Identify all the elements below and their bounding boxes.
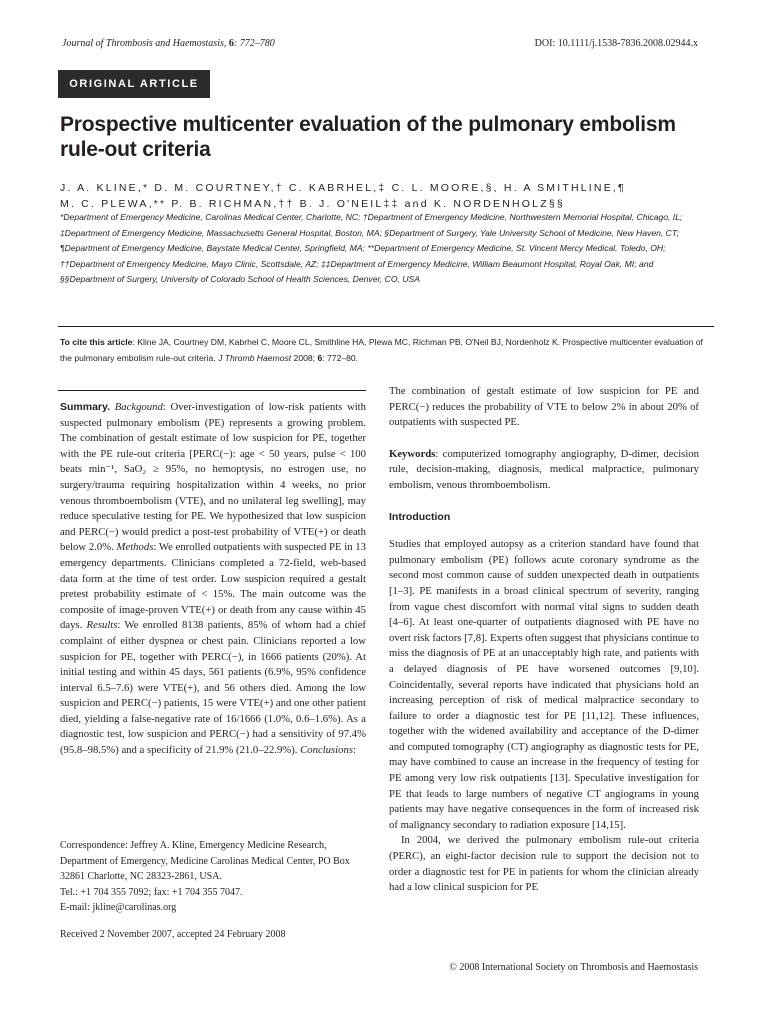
- section-heading-introduction: Introduction: [389, 510, 451, 523]
- author-line-1: J. A. KLINE,* D. M. COURTNEY,† C. KABRHEL,‡ C. L. MOORE,§, H. A SMITHLINE,¶: [60, 182, 626, 194]
- article-type-badge: ORIGINAL ARTICLE: [58, 70, 210, 98]
- keywords: Keywords: computerized tomography angiography, D-dimer, decision rule, decision-making, diagnosis, medical malpractice, pulmonary embolism, venous thromboembolism.: [389, 447, 699, 491]
- divider-left-column: [58, 390, 366, 391]
- correspondence-block: [60, 838, 370, 916]
- correspondence-phone: Tel.: +1 704 355 7092; fax: +1 704 355 7047.: [60, 886, 243, 898]
- copyright-footer: © 2008 International Society on Thrombosis and Haemostasis: [449, 962, 698, 973]
- summary-paragraph: Summary. Backgound: Over-investigation of low-risk patients with suspected pulmonary embolism (PE) represents a growing problem. The combination of gestalt estimate of low suspicion for PE, together with the PE rule-out criteria [PERC(−): age < 50 years, pulse < 100 beats min⁻¹, SaO₂ ≥ 95%, no hemoptysis, no estrogen use, no surgery/trauma requiring hospitalization within 4 weeks, no prior venous thromboembolism (VTE), and no unilateral leg swelling], may reduce speculative testing for PE. We hypothesized that low suspicion and PERC(−) would predict a post-test probability of VTE(+) or death below 2.0%. Methods: We enrolled outpatients with suspected PE in 13 emergency departments. Clinicians completed a 72-field, web-based data form at the time of test order. Low suspicion required a gestalt pretest probability estimate of < 15%. The main outcome was the composite of image-proven VTE(+) or death from any cause within 45 days. Results: We enrolled 8138 patients, 85% of whom had a chief complaint of either dyspnea or chest pain. Clinicians reported a low suspicion for PE, together with PERC(−), in 1666 patients (20%). At initial testing and within 45 days, 561 patients (6.9%, 95% confidence interval 6.5–7.6) were VTE(+), and 56 others died. Among the low suspicion and PERC(−) patients, 15 were VTE(+) and one other patient died, yielding a false-negative rate of 16/1666 (1.0%, 0.6–1.6%). As a diagnostic test, low suspicion and PERC(−) had a sensitivity of 97.4% (95.8–98.5%) and a specificity of 21.9% (21.0–22.9%). Conclusions:: [60, 401, 366, 757]
- divider-top: [58, 326, 714, 327]
- running-header-doi: DOI: 10.1111/j.1538-7836.2008.02944.x: [534, 38, 698, 49]
- running-header-journal: Journal of Thrombosis and Haemostasis, 6: 772–780: [62, 38, 275, 49]
- author-line-2: M. C. PLEWA,** P. B. RICHMAN,†† B. J. O'NEIL‡‡ and K. NORDENHOLZ§§: [60, 198, 565, 210]
- received-dates: Received 2 November 2007, accepted 24 February 2008: [60, 929, 286, 940]
- summary-continued: The combination of gestalt estimate of low suspicion for PE and PERC(−) reduces the probability of VTE to below 2% in about 20% of outpatients with suspected PE.: [389, 385, 699, 429]
- intro-paragraph-1: Studies that employed autopsy as a criterion standard have found that pulmonary embolism (PE) follows acute coronary syndrome as the second most common cause of sudden unexpected death in outpatients [1–3]. PE manifests in a broad clinical spectrum of severity, ranging from vague chest discomfort with normal vital signs to sudden death [4–6]. At least one-quarter of outpatients diagnosed with PE have no overt risk factors [7,8]. Experts often suggest that physicians continue to miss the diagnosis of PE at an unacceptably high rate, and patients with a delayed diagnosis of PE have worsened outcomes [9,10]. Coincidentally, several reports have indicated that physicians hold an increasing perception of risk of medical malpractice secondary to failure to order a diagnostic test for PE [11,12]. These influences, together with the widened availability and acceptance of the D-dimer and computed tomography (CT) angiography as diagnostic tests for PE, may have combined to cause an increase in the frequency of testing for PE among very low risk outpatients [13]. Speculative investigation for PE that leads to large numbers of negative CT angiograms in young patients may have negative consequences in the form of increased risk of malignancy secondary to radiation exposure [14,15].: [389, 538, 699, 831]
- right-column: [389, 384, 699, 896]
- article-title: Prospective multicenter evaluation of the pulmonary embolism rule-out criteria: [60, 113, 676, 161]
- summary-column: [60, 400, 366, 759]
- intro-paragraph-2: In 2004, we derived the pulmonary embolism rule-out criteria (PERC), an eight-factor decision rule to support the decision not to order a diagnostic test for PE in patients for whom the clinician already had a low clinical suspicion for PE: [389, 834, 699, 894]
- correspondence-address: Correspondence: Jeffrey A. Kline, Emergency Medicine Research, Department of Emergency, Medicine Carolinas Medical Center, PO Box 32861 Charlotte, NC 28323-2861, USA.: [60, 840, 350, 883]
- author-list: [60, 180, 720, 212]
- citation-block: To cite this article: Kline JA, Courtney DM, Kabrhel C, Moore CL, Smithline HA, Plewa MC, Richman PB, O'Neil BJ, Nordenholz K. Prospective multicenter evaluation of the pulmonary embolism rule-out criteria. J Thromb Haemost 2008; 6: 772–80.: [60, 337, 703, 363]
- affiliations: *Department of Emergency Medicine, Carolinas Medical Center, Charlotte, NC; †Department of Emergency Medicine, Northwestern Memorial Hospital, Chicago, IL; ‡Department of Emergency Medicine, Massachusetts General Hospital, Boston, MA; §Department of Surgery, Yale University School of Medicine, New Haven, CT; ¶Department of Emergency Medicine, Baystate Medical Center, Springfield, MA; **Department of Emergency Medicine, St. Vincent Mercy Medical, Toledo, OH; ††Department of Emergency Medicine, Mayo Clinic, Scottsdale, AZ; ‡‡Department of Emergency Medicine, William Beaumont Hospital, Royal Oak, MI; and §§Department of Surgery, University of Colorado School of Health Sciences, Denver, CO, USA: [60, 212, 683, 284]
- correspondence-email: E-mail: jkline@carolinas.org: [60, 902, 177, 914]
